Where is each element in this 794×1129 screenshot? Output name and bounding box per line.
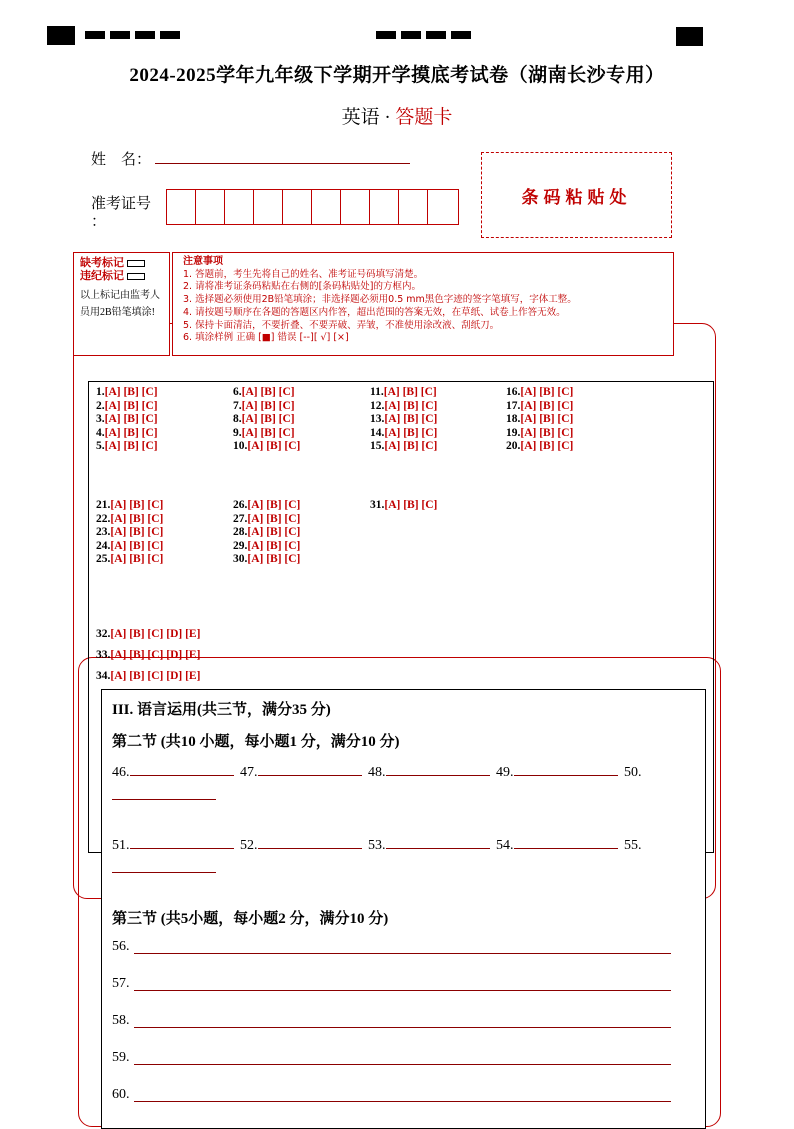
choice-item[interactable] — [233, 440, 300, 454]
question-number: 16. — [506, 386, 521, 398]
violation-row: 违纪标记 — [80, 270, 163, 283]
choice-options[interactable]: [A] [B] [C] — [110, 526, 164, 539]
answer-blank[interactable] — [514, 761, 618, 776]
choice-options[interactable]: [A] [B] [C] [D] [E] — [110, 628, 201, 640]
question-number: 9. — [233, 426, 242, 439]
choice-item[interactable] — [506, 400, 573, 414]
question-number: 11. — [370, 386, 384, 398]
choice-options[interactable]: [A] [B] [C] — [247, 553, 301, 566]
choice-options[interactable]: [A] [B] [C] — [520, 413, 574, 426]
choice-item[interactable] — [370, 427, 437, 441]
timing-mark — [451, 31, 471, 39]
note-item: 5. 保持卡面清洁，不要折叠、不要弄破、弄皱，不准使用涂改液、刮纸刀。 — [183, 319, 500, 331]
question-number: 24. — [96, 539, 111, 552]
question-number: 51. — [112, 838, 130, 853]
choice-item[interactable] — [370, 499, 437, 513]
choice-options[interactable]: [A] [B] [C] — [383, 386, 437, 398]
choice-options[interactable]: [A] [B] [C] — [247, 539, 301, 552]
part-2-title: 第二节 (共10 小题，每小题1 分，满分10 分) — [112, 734, 400, 750]
choice-item[interactable] — [96, 427, 158, 441]
part-3-title: 第三节 (共5小题，每小题2 分，满分10 分) — [112, 911, 389, 927]
choice-item[interactable] — [96, 513, 163, 527]
question-number: 54. — [496, 838, 514, 853]
answer-blank[interactable] — [130, 761, 234, 776]
question-number: 14. — [370, 426, 385, 439]
choice-options[interactable]: [A] [B] [C] — [384, 440, 438, 453]
question-number: 2. — [96, 399, 105, 412]
choice-item[interactable] — [233, 427, 300, 441]
question-number: 49. — [496, 765, 514, 780]
question-number: 7. — [233, 399, 242, 412]
timing-mark — [135, 31, 155, 39]
timing-mark — [401, 31, 421, 39]
question-number: 13. — [370, 413, 385, 426]
choice-item[interactable] — [506, 413, 573, 427]
note-item: 2. 请将准考证条码粘贴在右侧的[条码粘贴处]的方框内。 — [183, 281, 421, 293]
question-number: 3. — [96, 413, 105, 426]
answer-blank[interactable] — [130, 834, 234, 849]
choice-column — [233, 386, 300, 454]
question-number: 6. — [233, 386, 242, 398]
answer-blank[interactable] — [386, 834, 490, 849]
answer-card-label: 答题卡 — [395, 107, 453, 128]
choice-options[interactable]: [A] [B] [C] — [384, 399, 438, 412]
choice-options[interactable]: [A] [B] [C] — [247, 526, 301, 539]
corner-mark-left — [47, 26, 75, 45]
question-number: 21. — [96, 499, 111, 511]
choice-options[interactable]: [A] [B] [C] — [384, 499, 438, 511]
choice-options[interactable]: [A] [B] [C] — [104, 426, 158, 439]
question-number: 5. — [96, 440, 105, 453]
question-number: 52. — [240, 838, 258, 853]
choice-options[interactable]: [A] [B] [C] — [384, 413, 438, 426]
choice-options[interactable]: [A] [B] [C] — [247, 512, 301, 525]
timing-mark — [110, 31, 130, 39]
choice-item[interactable] — [96, 553, 163, 567]
choice-item[interactable] — [96, 666, 200, 687]
choice-options[interactable]: [A] [B] [C] — [241, 413, 295, 426]
choice-column — [96, 624, 200, 687]
section-3-title: III. 语言运用(共三节，满分35 分) — [112, 702, 331, 718]
choice-options[interactable]: [A] [B] [C] — [104, 413, 158, 426]
timing-mark — [426, 31, 446, 39]
violation-checkbox[interactable] — [127, 273, 145, 280]
choice-options[interactable]: [A] [B] [C] — [520, 440, 574, 453]
section-3-box — [101, 689, 706, 1129]
choice-options[interactable]: [A] [B] [C] — [241, 386, 295, 398]
choice-options[interactable]: [A] [B] [C] — [104, 440, 158, 453]
choice-options[interactable]: [A] [B] [C] — [241, 399, 295, 412]
card-subtitle — [0, 102, 794, 129]
question-number: 34. — [96, 670, 111, 682]
choice-options[interactable]: [A] [B] [C] — [247, 440, 301, 453]
notes-box — [172, 252, 674, 356]
barcode-label: 条码粘贴处 — [521, 187, 632, 207]
question-number: 23. — [96, 526, 111, 539]
question-number: 33. — [96, 649, 111, 661]
choice-options[interactable]: [A] [B] [C] — [520, 399, 574, 412]
choice-column — [96, 499, 163, 567]
answer-blank[interactable] — [112, 799, 216, 800]
choice-item[interactable] — [233, 513, 300, 527]
choice-options[interactable]: [A] [B] [C] — [384, 426, 438, 439]
absent-note: 以上标记由监考人员用2B铅笔填涂! — [80, 290, 160, 318]
choice-item[interactable] — [96, 540, 163, 554]
question-number: 47. — [240, 765, 258, 780]
choice-options[interactable]: [A] [B] [C] — [247, 499, 301, 511]
choice-item[interactable] — [233, 499, 300, 513]
writing-line[interactable]: 56. — [112, 939, 130, 955]
name-label: 姓 名： — [91, 152, 152, 168]
choice-options[interactable]: [A] [B] [C] — [520, 386, 574, 398]
question-number: 27. — [233, 512, 248, 525]
absent-checkbox[interactable] — [127, 260, 145, 267]
choice-item[interactable] — [96, 400, 158, 414]
question-number: 31. — [370, 499, 385, 511]
question-number: 19. — [506, 426, 521, 439]
exam-id-colon: ： — [91, 214, 107, 230]
choice-item[interactable] — [506, 440, 573, 454]
question-number: 10. — [233, 440, 248, 453]
choice-options[interactable]: [A] [B] [C] — [110, 512, 164, 525]
answer-blank[interactable] — [258, 834, 362, 849]
choice-column — [233, 499, 300, 567]
choice-item[interactable] — [233, 526, 300, 540]
choice-item[interactable] — [370, 400, 437, 414]
question-number: 50. — [624, 765, 642, 780]
choice-options[interactable]: [A] [B] [C] — [110, 499, 164, 511]
notes-title: 注意事项 — [183, 256, 223, 267]
choice-column — [370, 499, 437, 513]
timing-mark — [160, 31, 180, 39]
question-number: 1. — [96, 386, 105, 398]
choice-item[interactable] — [96, 624, 200, 645]
question-number: 25. — [96, 553, 111, 566]
question-number: 4. — [96, 426, 105, 439]
question-number: 15. — [370, 440, 385, 453]
choice-options[interactable]: [A] [B] [C] — [110, 539, 164, 552]
timing-mark — [85, 31, 105, 39]
question-number: 48. — [368, 765, 386, 780]
name-field[interactable] — [155, 163, 410, 164]
subject-label: 英语 — [341, 107, 380, 128]
question-number: 8. — [233, 413, 242, 426]
writing-line[interactable]: 58. — [112, 1013, 130, 1029]
question-number: 18. — [506, 413, 521, 426]
choice-options[interactable]: [A] [B] [C] — [241, 426, 295, 439]
absent-marker-box — [73, 252, 170, 356]
question-number: 30. — [233, 553, 248, 566]
choice-item[interactable] — [96, 440, 158, 454]
choice-item[interactable] — [370, 386, 437, 400]
choice-column — [96, 386, 158, 454]
answer-blank[interactable] — [112, 872, 216, 873]
blank-row-1 — [112, 761, 642, 781]
blank-row-2 — [112, 834, 642, 854]
question-number: 12. — [370, 399, 385, 412]
question-number: 29. — [233, 539, 248, 552]
question-number: 55. — [624, 838, 642, 853]
note-item: 4. 请按题号顺序在各题的答题区内作答，超出范围的答案无效，在草纸、试卷上作答无效。 — [183, 306, 566, 318]
choice-item[interactable] — [233, 540, 300, 554]
choice-item[interactable] — [233, 413, 300, 427]
choice-item[interactable] — [96, 499, 163, 513]
answer-blank[interactable] — [386, 761, 490, 776]
choice-item[interactable] — [233, 553, 300, 567]
note-item: 6. 填涂样例 正确 [■] 错误 [--][ √] [×] — [183, 332, 349, 344]
question-number: 22. — [96, 512, 111, 525]
corner-mark-right — [676, 27, 703, 46]
timing-mark — [376, 31, 396, 39]
question-number: 26. — [233, 499, 248, 511]
separator-dot: · — [384, 107, 391, 128]
question-number: 28. — [233, 526, 248, 539]
question-number: 20. — [506, 440, 521, 453]
choice-item[interactable] — [233, 400, 300, 414]
choice-options[interactable]: [A] [B] [C] [D] [E] — [110, 670, 201, 682]
note-item: 1. 答题前，考生先将自己的姓名、准考证号码填写清楚。 — [183, 268, 424, 280]
choice-item[interactable] — [233, 386, 300, 400]
question-number: 53. — [368, 838, 386, 853]
choice-options[interactable]: [A] [B] [C] — [104, 399, 158, 412]
answer-blank[interactable] — [258, 761, 362, 776]
choice-item[interactable] — [506, 386, 573, 400]
choice-options[interactable]: [A] [B] [C] — [104, 386, 158, 398]
choice-item[interactable] — [506, 427, 573, 441]
choice-item[interactable] — [96, 526, 163, 540]
question-number: 46. — [112, 765, 130, 780]
absent-row: 缺考标记 — [80, 257, 163, 270]
writing-line[interactable]: 57. — [112, 976, 130, 992]
writing-line[interactable]: 59. — [112, 1050, 130, 1066]
barcode-area — [481, 152, 672, 238]
choice-item[interactable] — [370, 440, 437, 454]
choice-options[interactable]: [A] [B] [C] [D] [E] — [110, 649, 201, 661]
choice-item[interactable] — [96, 645, 200, 666]
choice-options[interactable]: [A] [B] [C] — [520, 426, 574, 439]
choice-item[interactable] — [96, 386, 158, 400]
answer-blank[interactable] — [514, 834, 618, 849]
note-item: 3. 选择题必须使用2B铅笔填涂；非选择题必须用0.5 mm黑色字迹的签字笔填写，字体工整。 — [183, 294, 577, 306]
exam-title: 2024-2025学年九年级下学期开学摸底考试卷（湖南长沙专用） — [129, 65, 665, 86]
writing-line[interactable]: 60. — [112, 1087, 130, 1103]
choice-item[interactable] — [96, 413, 158, 427]
question-number: 17. — [506, 399, 521, 412]
choice-options[interactable]: [A] [B] [C] — [110, 553, 164, 566]
exam-id-label: 准考证号 — [91, 196, 152, 212]
question-number: 32. — [96, 628, 111, 640]
choice-column — [370, 386, 437, 454]
choice-column — [506, 386, 573, 454]
choice-item[interactable] — [370, 413, 437, 427]
